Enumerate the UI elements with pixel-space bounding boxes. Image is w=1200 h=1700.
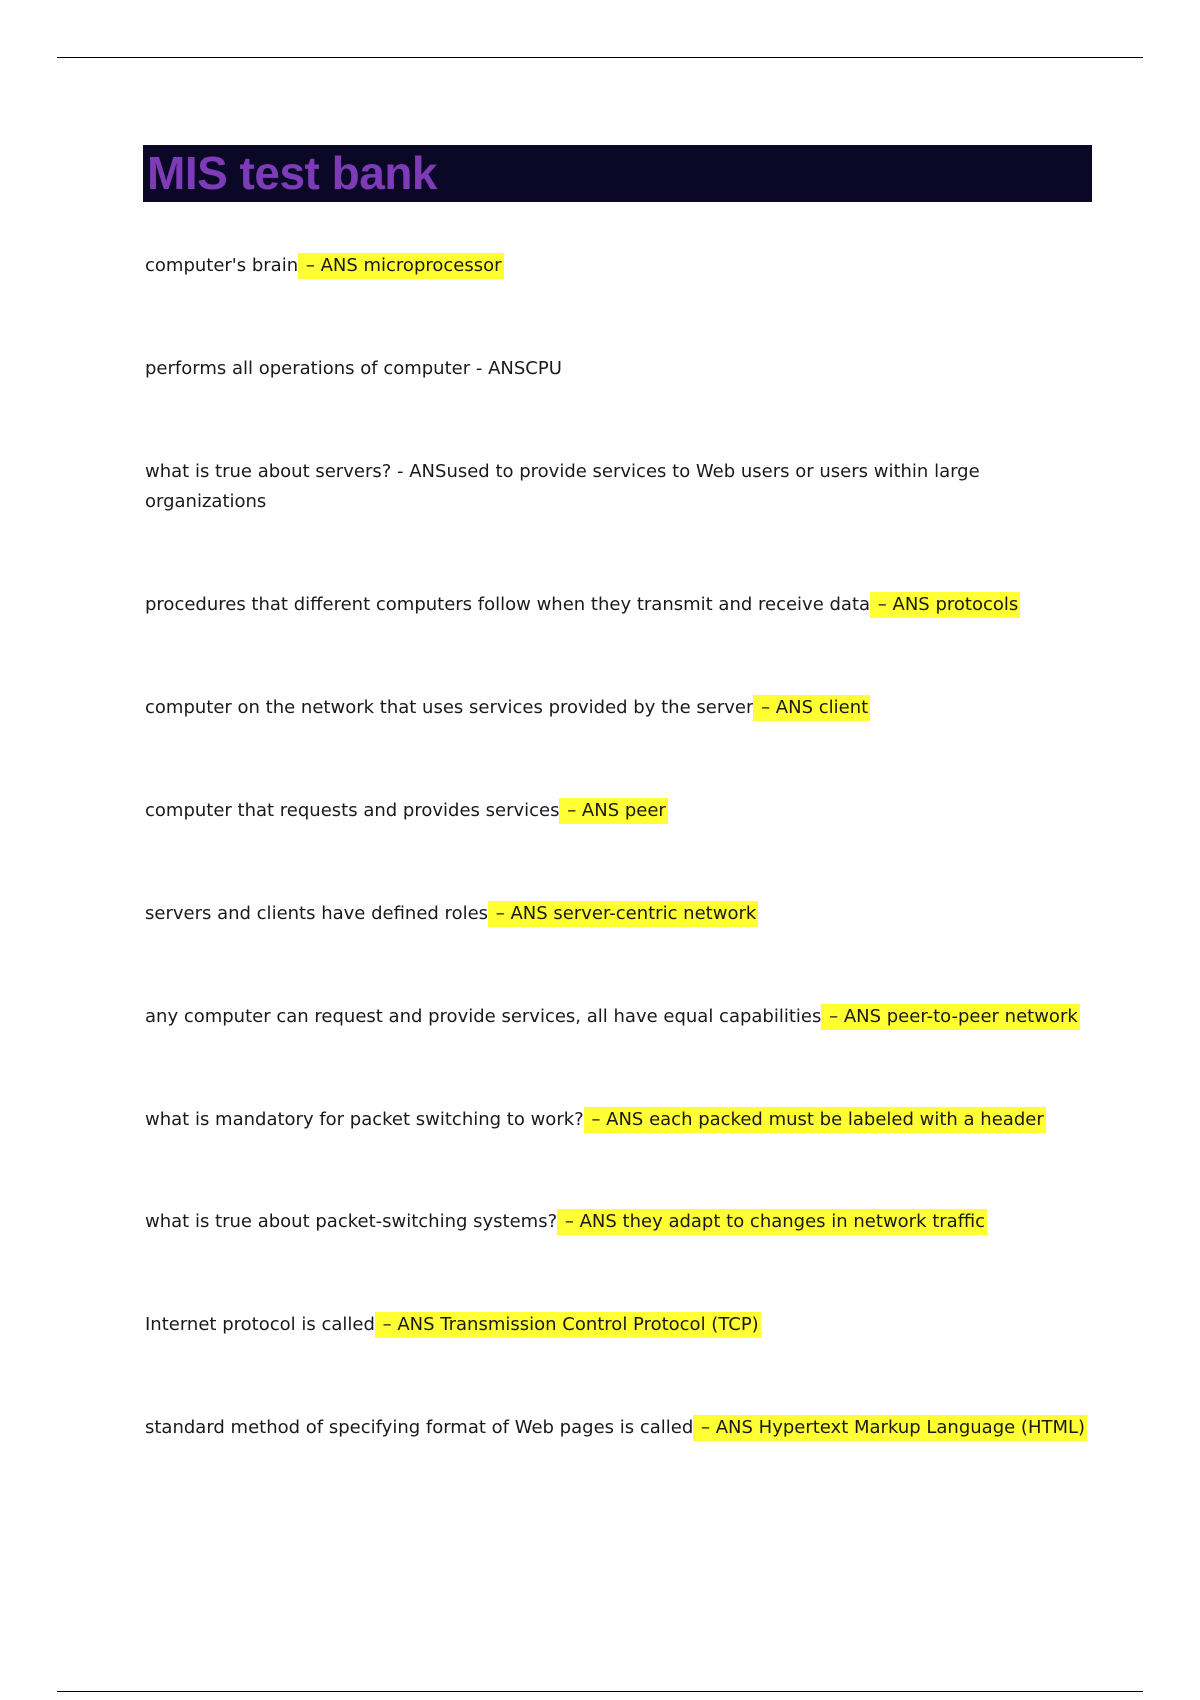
question-text: what is mandatory for packet switching to work?	[145, 1109, 584, 1130]
answer-separator: – ANS	[376, 1314, 441, 1335]
question-text: Internet protocol is called	[145, 1314, 375, 1335]
answer-text: CPU	[525, 358, 562, 379]
qa-item-9	[145, 1105, 1105, 1135]
answer-text: protocols	[935, 594, 1019, 615]
qa-item-3	[145, 457, 1005, 517]
question-text: computer's brain	[145, 255, 299, 276]
answer-separator: – ANS	[561, 800, 625, 821]
qa-item-6	[145, 796, 1105, 826]
answer-text: client	[818, 697, 869, 718]
qa-item-1	[145, 251, 1105, 281]
answer-separator: – ANS	[755, 697, 819, 718]
answer-highlight	[693, 1415, 1087, 1441]
qa-item-7	[145, 899, 1105, 929]
question-text: servers and clients have defined roles	[145, 903, 489, 924]
answer-text: server-centric network	[553, 903, 757, 924]
question-text: any computer can request and provide services, all have equal capabilities	[145, 1006, 822, 1027]
answer-separator: – ANS	[872, 594, 936, 615]
answer-text: they adapt to changes in network traffic	[622, 1211, 986, 1232]
answer-highlight	[584, 1107, 1046, 1133]
answer-text: each packed must be labeled with a header	[649, 1109, 1044, 1130]
document-title: MIS test bank	[147, 147, 438, 199]
answer-highlight	[298, 253, 503, 279]
answer-highlight	[488, 901, 758, 927]
top-rule	[57, 57, 1143, 58]
qa-item-10	[145, 1207, 1105, 1237]
question-text: computer on the network that uses services provided by the server	[145, 697, 754, 718]
bottom-rule	[57, 1691, 1143, 1692]
answer-highlight	[557, 1209, 987, 1235]
question-text: what is true about servers?	[145, 461, 392, 482]
qa-item-12	[145, 1413, 1105, 1443]
answer-separator: – ANS	[823, 1006, 887, 1027]
answer-separator: – ANS	[585, 1109, 650, 1130]
answer-highlight	[559, 798, 667, 824]
question-text: computer that requests and provides services	[145, 800, 560, 821]
answer-separator: – ANS	[559, 1211, 623, 1232]
qa-item-11	[145, 1310, 1105, 1340]
answer-highlight	[753, 695, 870, 721]
question-text: what is true about packet-switching systems?	[145, 1211, 558, 1232]
question-text: performs all operations of computer	[145, 358, 471, 379]
answer-highlight	[870, 592, 1020, 618]
qa-item-2	[145, 354, 1105, 384]
title-banner	[143, 145, 1092, 202]
answer-separator: – ANS	[300, 255, 364, 276]
qa-item-4	[145, 590, 1105, 620]
answer-highlight	[821, 1004, 1079, 1030]
answer-text: Hypertext Markup Language (HTML)	[758, 1417, 1086, 1438]
qa-item-5	[145, 693, 1105, 723]
question-text: procedures that different computers follow when they transmit and receive data	[145, 594, 871, 615]
question-text: standard method of specifying format of Web pages is called	[145, 1417, 694, 1438]
answer-separator: - ANS	[470, 358, 526, 379]
answer-text: peer	[624, 800, 666, 821]
answer-separator: – ANS	[490, 903, 554, 924]
answer-text: Transmission Control Protocol (TCP)	[440, 1314, 759, 1335]
answer-separator: – ANS	[695, 1417, 759, 1438]
answer-text: microprocessor	[363, 255, 502, 276]
answer-text: used to provide services to Web users or users within large organizations	[145, 461, 980, 512]
qa-item-8	[145, 1002, 1105, 1032]
answer-separator: - ANS	[391, 461, 447, 482]
answer-text: peer-to-peer network	[886, 1006, 1078, 1027]
answer-highlight	[375, 1312, 761, 1338]
